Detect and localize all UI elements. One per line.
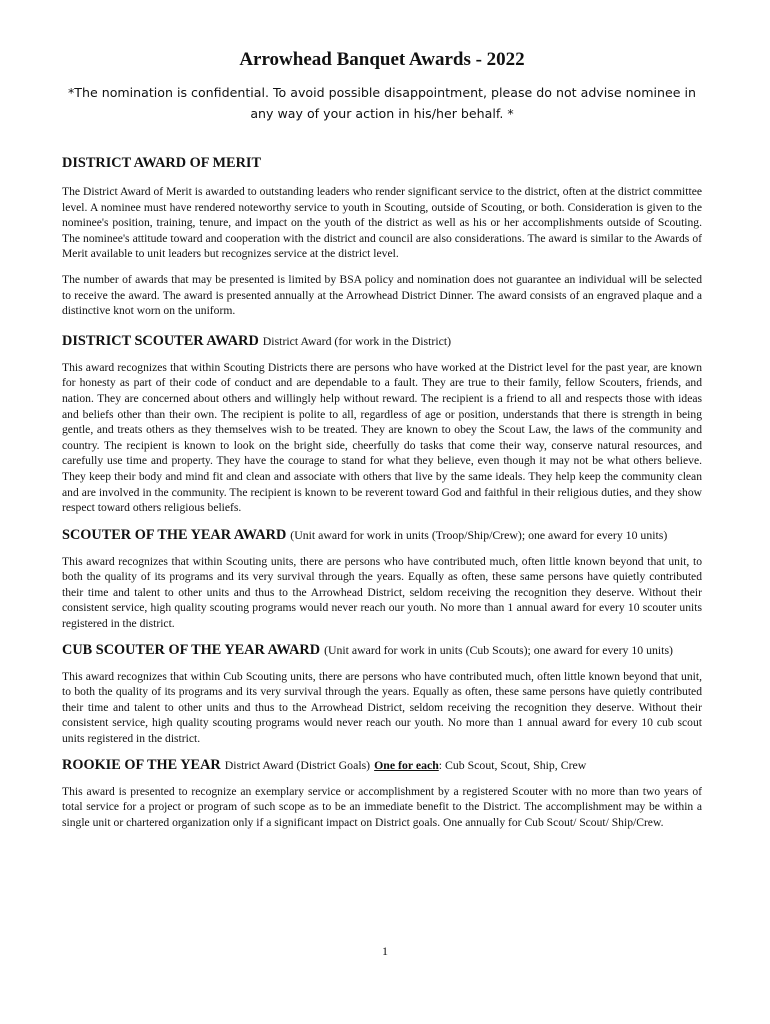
section-subtitle: District Award (for work in the District)	[262, 333, 452, 348]
section-heading-rookie-of-the-year	[62, 755, 702, 775]
confidentiality-notice: *The nomination is confidential. To avoid possible disappointment, please do not advise nominee in any way of your action in his/her behalf. *	[67, 85, 696, 121]
section-title: ROOKIE OF THE YEAR	[62, 756, 221, 773]
paragraph-scouter-of-the-year: This award recognizes that within Scouting units, there are persons who have contributed much, often little known beyond that unit, to both the quality of its programs and its very survival through the years. Equally as often, these same persons have quietly contributed their time and talent to other units and thus to the Arrowhead District, seldom receiving the recognition they deserve. Without their consistent service, high quality scouting programs would never reach our youth. No more than 1 annual award for every 10 scouter units registered in the district.	[62, 554, 702, 631]
section-subtitle-tail: : Cub Scout, Scout, Ship, Crew	[438, 757, 587, 772]
paragraph-district-scouter-award: This award recognizes that within Scouting Districts there are persons who have worked at the District level for the past year, are known for honesty as part of their code of conduct and are dependable to a fault. They are true to their family, fellow Scouters, friends, and nation. They are concerned about others and willingly help without reward. The recipient is a friend to all and respects those with ideas and beliefs other than their own. The recipient is polite to all, regardless of age or position, understands that there is strength in being gentle, and treats others as they themselves wish to be treated. They are known to obey the Scout Law, the laws of the community and country. The recipient is known to look on the bright side, cheerfully do tasks that come their way, conserve natural resources, and carefully use time and property. They have the courage to stand for what they believe, even though it may not be what others believe. They keep their body and mind fit and clean and associate with others that live by the same ideals. They help keep the community clean and are involved in the community. The recipient is known to be reverent toward God and faithful in their religious duties, and they show respect toward others religious beliefs.	[62, 360, 702, 515]
page-content	[62, 48, 702, 830]
section-subtitle: (Unit award for work in units (Troop/Ship/Crew); one award for every 10 units)	[290, 527, 668, 542]
document-title: Arrowhead Banquet Awards - 2022	[239, 49, 525, 70]
section-heading-cub-scouter-of-the-year	[62, 640, 702, 660]
section-title: CUB SCOUTER OF THE YEAR AWARD	[62, 641, 321, 658]
paragraph-cub-scouter-of-the-year: This award recognizes that within Cub Scouting units, there are persons who have contributed much, often little known beyond that unit, to both the quality of its programs and its very survival through the years. Equally as often, these same persons have quietly contributed their time and talent to other units and thus to the Arrowhead District, seldom receiving the recognition they deserve. Without their consistent service, high quality scouting programs would never reach our youth. No more than 1 annual award for every 10 cub scout units registered in the district.	[62, 669, 702, 746]
section-subtitle: (Unit award for work in units (Cub Scouts); one award for every 10 units)	[324, 642, 673, 657]
section-heading-scouter-of-the-year	[62, 525, 702, 545]
section-emphasis: One for each	[374, 757, 439, 772]
section-heading-district-award-of-merit	[62, 153, 702, 173]
paragraph-rookie-of-the-year: This award is presented to recognize an exemplary service or accomplishment by a registered Scouter with no more than two years of total service for a project or program of such scope as to be an immediate benefit to the District. The accomplishment may be within a single unit or chartered organization only if a significant impact on District goals. One annually for Cub Scout/ Scout/ Ship/Crew.	[62, 784, 702, 829]
section-subtitle: District Award (District Goals)	[224, 757, 371, 772]
section-title: SCOUTER OF THE YEAR AWARD	[62, 526, 287, 543]
section-heading-district-scouter-award	[62, 331, 702, 351]
paragraph-district-award-of-merit-1: The District Award of Merit is awarded to outstanding leaders who render significant service to the district, often at the district committee level. A nominee must have rendered noteworthy service to youth in Scouting, outside of Scouting, or both. Consideration is given to the nominee's position, training, tenure, and impact on the youth of the district as well as his or her accomplishments outside of Scouting. The nominee's attitude toward and cooperation with the district and council are also considerations. The award is similar to the Awards of Merit available to unit leaders but recognizes service at the district level.	[62, 185, 702, 261]
section-title: DISTRICT AWARD OF MERIT	[62, 155, 262, 171]
paragraph-district-award-of-merit-2: The number of awards that may be presented is limited by BSA policy and nomination does not guarantee an individual will be selected to receive the award. The award is presented annually at the Arrowhead District Dinner. The award consists of an engraved plaque and a distinctive knot worn on the uniform.	[62, 272, 702, 318]
page-number: 1	[382, 944, 388, 958]
section-title: DISTRICT SCOUTER AWARD	[62, 332, 259, 349]
